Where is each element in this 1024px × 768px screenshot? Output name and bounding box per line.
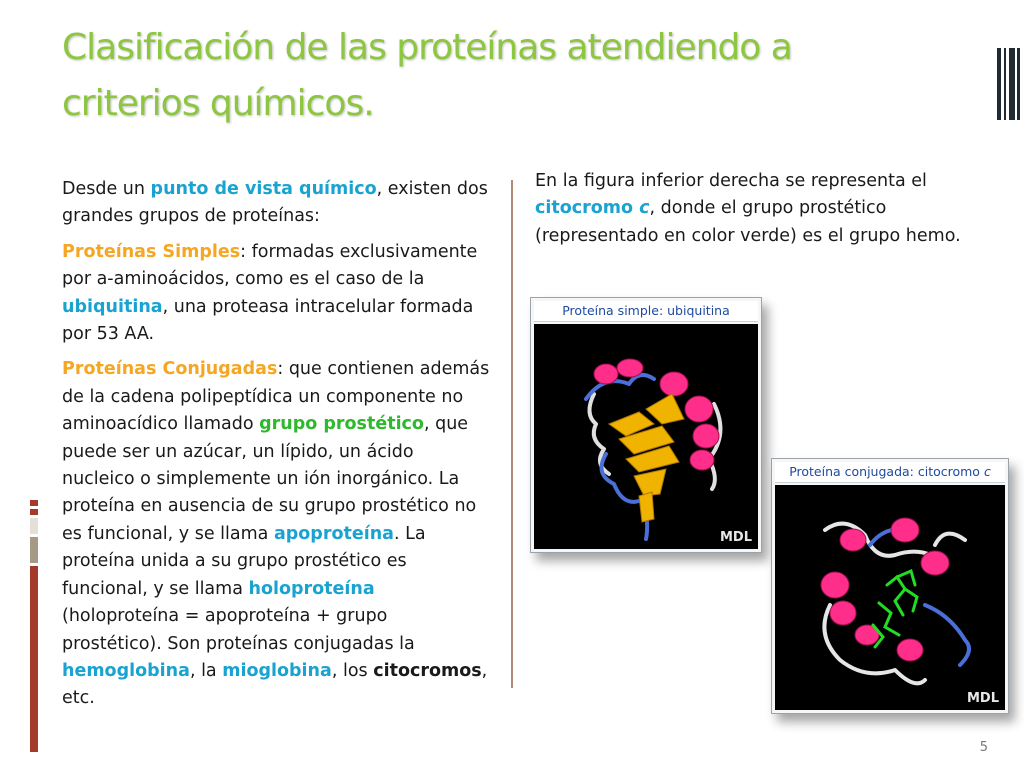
- column-divider: [511, 180, 513, 688]
- text-run: (holoproteína = apoproteína + grupo prostético). Son proteínas conjugadas la: [62, 606, 415, 654]
- text-run: , etc.: [62, 660, 488, 709]
- text-run: Desde un: [62, 179, 151, 199]
- right-column: [535, 168, 965, 250]
- term-apoprotein: apoproteína: [273, 523, 394, 544]
- text-run: , la: [189, 660, 223, 681]
- caption-text: Proteína conjugada: citocromo: [789, 464, 984, 479]
- paragraph-simple-proteins: [62, 239, 490, 349]
- term-conjugated-proteins: Proteínas Conjugadas: [62, 359, 278, 380]
- amino-acid-count: 53: [96, 324, 119, 345]
- decorative-stripes: [997, 48, 1022, 120]
- term-cytochrome-c: citocromo: [535, 198, 640, 219]
- mdl-watermark: MDL: [966, 691, 999, 706]
- protein-image-cytochrome-c: [775, 485, 1005, 710]
- text-run: , donde el grupo prostético (representado en color verde) es el grupo hemo.: [535, 198, 961, 246]
- left-column: [62, 176, 490, 721]
- mdl-watermark: MDL: [719, 530, 752, 545]
- left-accent-bar: [30, 509, 38, 515]
- text-run: , una proteasa intracelular formada por: [62, 296, 474, 345]
- text-run: : formadas exclusivamente por a-aminoácidos, como es el caso de la: [62, 241, 478, 290]
- caption-italic-letter: c: [983, 464, 991, 479]
- term-cytochromes: citocromos: [373, 660, 482, 681]
- page-number: 5: [979, 740, 988, 755]
- term-holoprotein: holoproteína: [248, 578, 375, 599]
- paragraph-conjugated-proteins: [62, 356, 490, 712]
- text-run: : que contienen además de la cadena polipeptídica un componente no aminoacídico llamado: [62, 359, 490, 435]
- figure-cytochrome-c: [771, 458, 1009, 714]
- left-accent-bar: [30, 537, 38, 563]
- figure-caption: [775, 462, 1005, 483]
- term-myoglobin: mioglobina: [222, 660, 332, 681]
- figure-ubiquitin: [530, 297, 762, 553]
- term-prosthetic-group: grupo prostético: [259, 414, 424, 435]
- text-run: , los: [331, 660, 374, 681]
- title-line-2: criterios químicos.: [62, 83, 374, 124]
- left-accent-bar: [30, 500, 38, 506]
- text-run: , que puede ser un azúcar, un lípido, un ácido nucleico o simplemente un ión inorgánico. La proteína en ausencia de su grupo prostético no es funcional, y se llama: [62, 414, 477, 544]
- title-line-1: Clasificación de las proteínas atendiendo a: [62, 27, 792, 68]
- term-hemoglobin: hemoglobina: [62, 660, 190, 681]
- cytochrome-ribbon: [775, 485, 1005, 710]
- text-run: En la figura inferior derecha se representa el: [535, 171, 927, 191]
- left-accent-bar: [30, 566, 38, 752]
- slide-title: [62, 20, 942, 132]
- term-ubiquitin: ubiquitina: [62, 296, 163, 317]
- paragraph-cytochrome-note: [535, 168, 965, 250]
- text-run: , existen dos grandes grupos de proteínas:: [62, 179, 488, 227]
- text-run: . La proteína unida a su grupo prostético es funcional, y se llama: [62, 523, 426, 599]
- term-simple-proteins: Proteínas Simples: [62, 241, 241, 262]
- term-cytochrome-c-letter: c: [639, 198, 650, 219]
- protein-image-ubiquitin: [534, 324, 758, 549]
- ubiquitin-ribbon: [534, 324, 758, 549]
- highlight-chemical-view: punto de vista químico: [150, 179, 377, 199]
- figure-caption: Proteína simple: ubiquitina: [534, 301, 758, 322]
- paragraph-intro: [62, 176, 490, 231]
- left-accent-bar: [30, 518, 38, 534]
- text-run: AA.: [118, 324, 155, 345]
